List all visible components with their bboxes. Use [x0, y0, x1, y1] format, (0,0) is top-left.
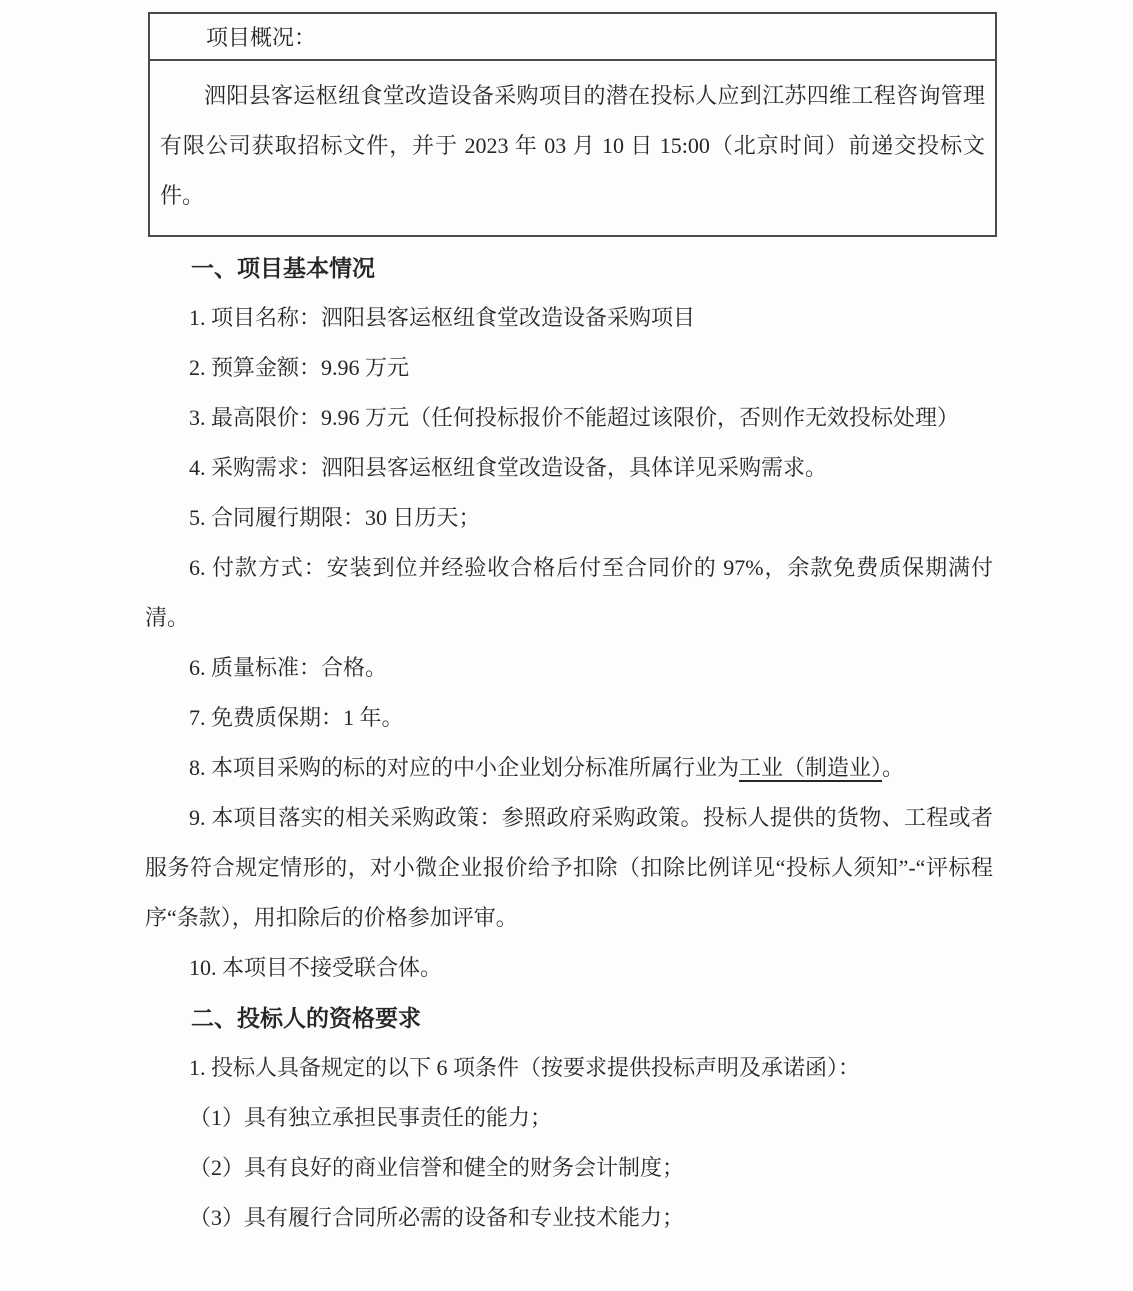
project-overview-label: 项目概况： — [150, 14, 995, 61]
item8-prefix-text: 8. 本项目采购的标的对应的中小企业划分标准所属行业为 — [189, 755, 740, 780]
project-overview-text: 泗阳县客运枢纽食堂改造设备采购项目的潜在投标人应到江苏四维工程咨询管理有限公司获取招标文件，并于 2023 年 03 月 10 日 15:00（北京时间）前递交投标文件。 — [160, 83, 985, 208]
item8-underlined-text: 工业（制造业） — [739, 755, 883, 780]
item-condition-2: （2）具有良好的商业信誉和健全的财务会计制度； — [189, 1155, 685, 1180]
item-procurement-demand: 4. 采购需求：泗阳县客运枢纽食堂改造设备，具体详见采购需求。 — [189, 455, 828, 480]
document-body — [145, 243, 993, 1243]
item-procurement-policy: 9. 本项目落实的相关采购政策：参照政府采购政策。投标人提供的货物、工程或者服务符合规定情形的，对小微企业报价给予扣除（扣除比例详见“投标人须知”-“评标程序“条款），用扣除后的价格参加评审。 — [145, 805, 993, 930]
item-condition-3: （3）具有履行合同所必需的设备和专业技术能力； — [189, 1205, 685, 1230]
item-condition-1: （1）具有独立承担民事责任的能力； — [189, 1105, 553, 1130]
item-no-consortium: 10. 本项目不接受联合体。 — [189, 955, 443, 980]
item-payment-method: 6. 付款方式：安装到位并经验收合格后付至合同价的 97%，余款免费质保期满付清。 — [145, 555, 993, 630]
item-quality-standard: 6. 质量标准：合格。 — [189, 655, 388, 680]
item-project-name: 1. 项目名称：泗阳县客运枢纽食堂改造设备采购项目 — [189, 305, 696, 330]
item-bidder-conditions: 1. 投标人具备规定的以下 6 项条件（按要求提供投标声明及承诺函）： — [189, 1055, 861, 1080]
item-contract-period: 5. 合同履行期限：30 日历天； — [189, 505, 481, 530]
project-overview-box — [148, 12, 997, 237]
section2-heading: 二、投标人的资格要求 — [191, 1005, 421, 1031]
item-free-warranty: 7. 免费质保期：1 年。 — [189, 705, 404, 730]
item8-suffix-text: 。 — [882, 755, 905, 780]
item-max-price: 3. 最高限价：9.96 万元（任何投标报价不能超过该限价，否则作无效投标处理） — [189, 405, 960, 430]
item-industry-category — [145, 743, 993, 793]
section1-heading: 一、项目基本情况 — [191, 255, 375, 281]
item-budget-amount: 2. 预算金额：9.96 万元 — [189, 355, 410, 380]
